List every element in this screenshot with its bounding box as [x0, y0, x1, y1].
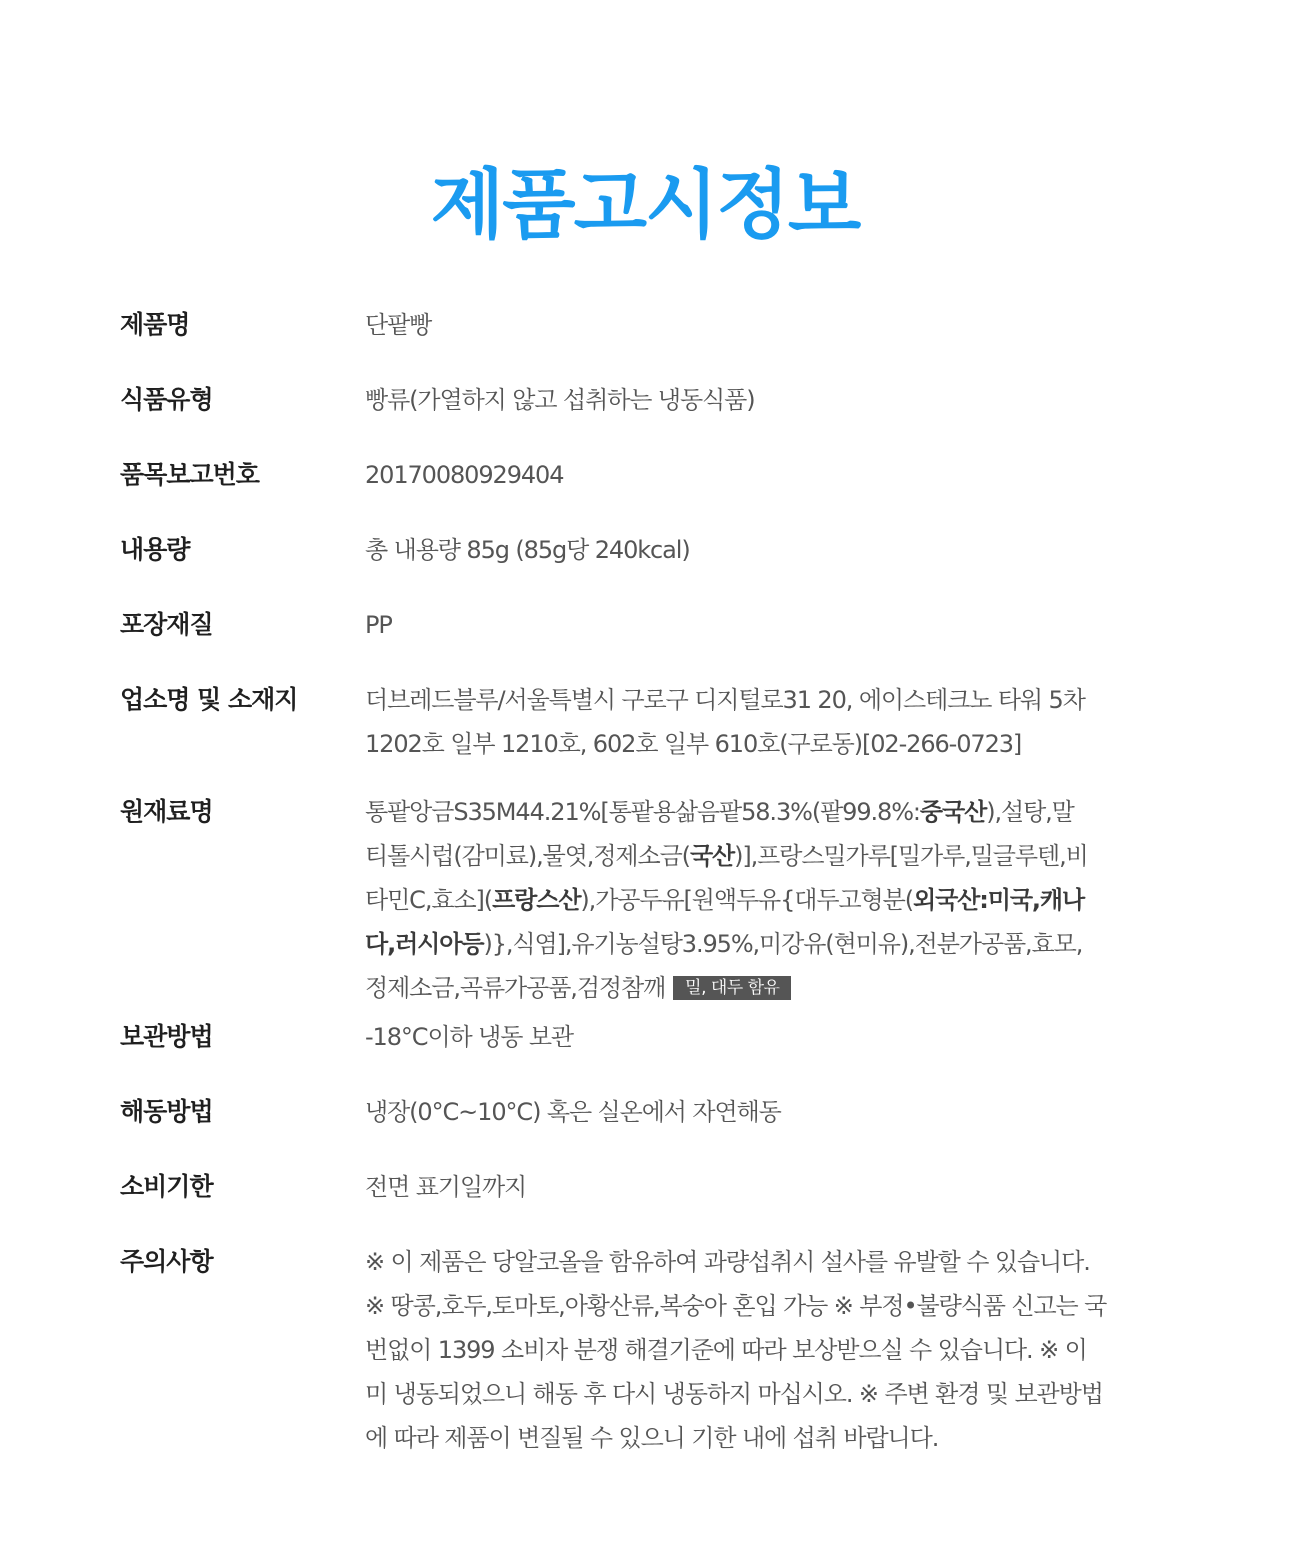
caution-line: ※ 이 제품은 당알코올을 함유하여 과량섭취시 설사를 유발할 수 있습니다. — [365, 1248, 1090, 1276]
origin-highlight: 중국산 — [919, 798, 987, 826]
label-storage: 보관방법 — [120, 1022, 213, 1051]
ingredients-line — [365, 834, 1165, 878]
ingredients-line — [365, 966, 1165, 1010]
ingredients-text: 통팥앙금S35M44.21%[통팥용삶음팥58.3%(팥99.8%: — [365, 798, 920, 826]
manufacturer-line: 1202호 일부 1210호, 602호 일부 610호(구로동)[02-266-0723] — [365, 730, 1022, 758]
label-thawing: 해동방법 — [120, 1097, 213, 1126]
page-title: 제품고시정보 — [430, 159, 860, 249]
label-food-type: 식품유형 — [120, 385, 213, 414]
label-product-name: 제품명 — [120, 310, 190, 339]
ingredients-line — [365, 922, 1165, 966]
ingredients-text: ),가공두유[원액두유{대두고형분( — [580, 886, 913, 914]
label-caution: 주의사항 — [120, 1247, 213, 1276]
caution-line: 미 냉동되었으니 해동 후 다시 냉동하지 마십시오. ※ 주변 환경 및 보관방법 — [365, 1380, 1103, 1408]
origin-highlight: 프랑스산 — [492, 886, 581, 914]
value-storage: -18°C이하 냉동 보관 — [365, 1023, 574, 1051]
label-manufacturer: 업소명 및 소재지 — [120, 685, 298, 714]
ingredients-text: )},식염],유기농설탕3.95%,미강유(현미유),전분가공품,효모, — [483, 930, 1083, 958]
label-net-content: 내용량 — [120, 535, 190, 564]
origin-highlight: 국산 — [689, 842, 735, 870]
caution-line: 에 따라 제품이 변질될 수 있으니 기한 내에 섭취 바랍니다. — [365, 1424, 939, 1452]
ingredients-line — [365, 790, 1165, 834]
ingredients-text: )],프랑스밀가루[밀가루,밀글루텐,비 — [734, 842, 1088, 870]
value-caution — [365, 1240, 1165, 1460]
caution-line: ※ 땅콩,호두,토마토,아황산류,복숭아 혼입 가능 ※ 부정•불량식품 신고는 국 — [365, 1292, 1107, 1320]
value-ingredients — [365, 790, 1165, 1010]
ingredients-text: 타민C,효소]( — [365, 886, 493, 914]
value-net-content: 총 내용량 85g (85g당 240kcal) — [365, 536, 690, 564]
label-expiry: 소비기한 — [120, 1172, 213, 1201]
label-ingredients: 원재료명 — [120, 797, 213, 826]
value-expiry: 전면 표기일까지 — [365, 1173, 527, 1201]
ingredients-text: 정제소금,곡류가공품,검정참깨 — [365, 974, 666, 1002]
manufacturer-line: 더브레드블루/서울특별시 구로구 디지털로31 20, 에이스테크노 타워 5차 — [365, 686, 1085, 714]
label-report-number: 품목보고번호 — [120, 460, 259, 489]
label-packaging: 포장재질 — [120, 610, 213, 639]
ingredients-line — [365, 878, 1165, 922]
origin-highlight: 외국산:미국,캐나 — [913, 886, 1085, 914]
value-thawing: 냉장(0°C~10°C) 혹은 실온에서 자연해동 — [365, 1098, 781, 1126]
ingredients-text: 티톨시럽(감미료),물엿,정제소금( — [365, 842, 690, 870]
origin-highlight: 다,러시아등 — [365, 930, 484, 958]
allergen-badge: 밀, 대두 함유 — [673, 976, 791, 1000]
value-food-type: 빵류(가열하지 않고 섭취하는 냉동식품) — [365, 386, 755, 414]
ingredients-text: ),설탕,말 — [986, 798, 1074, 826]
value-packaging: PP — [365, 611, 392, 639]
caution-line: 번없이 1399 소비자 분쟁 해결기준에 따라 보상받으실 수 있습니다. ※ 이 — [365, 1336, 1087, 1364]
value-report-number: 20170080929404 — [365, 461, 564, 489]
value-manufacturer — [365, 678, 1165, 766]
value-product-name: 단팥빵 — [365, 311, 432, 339]
